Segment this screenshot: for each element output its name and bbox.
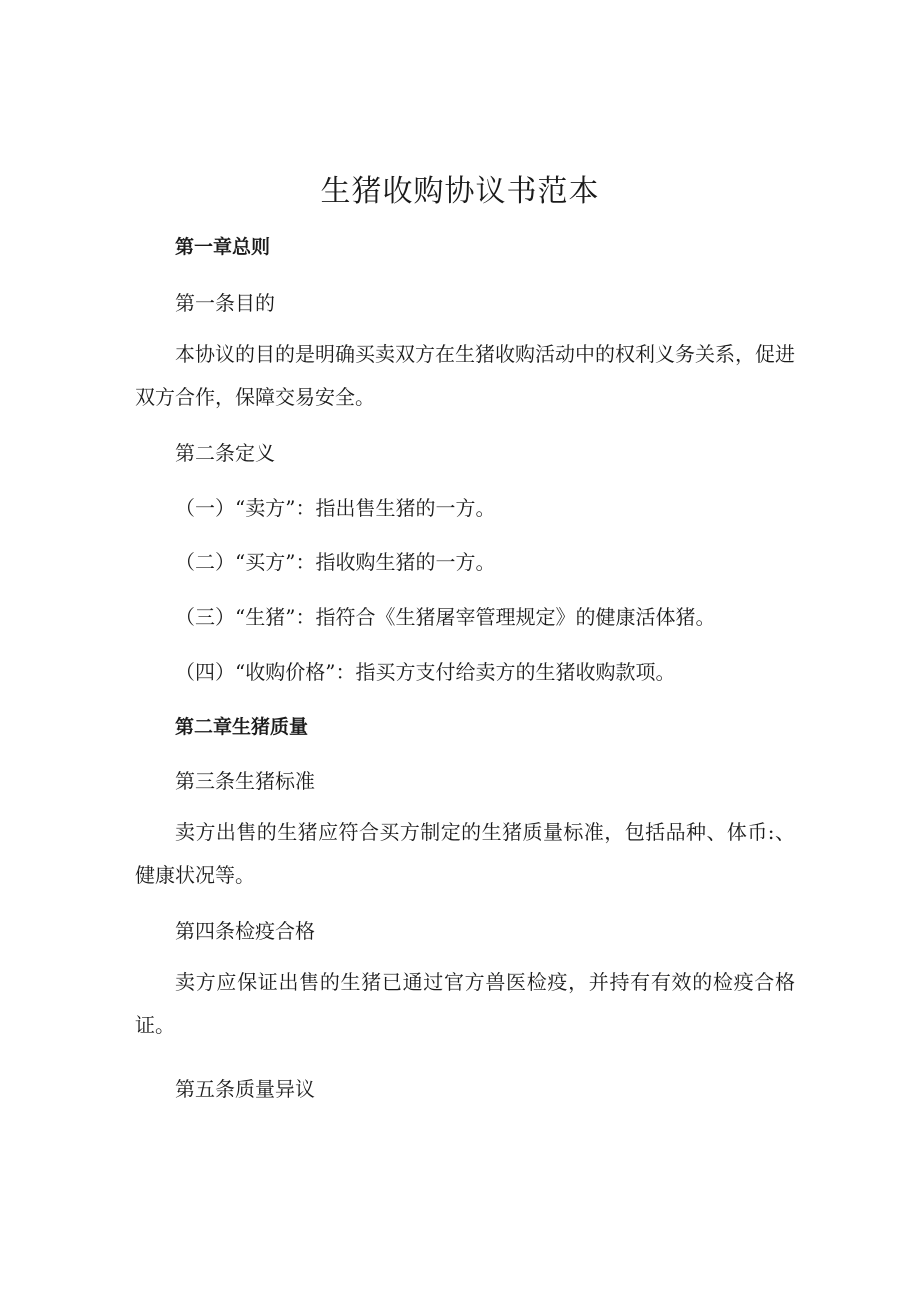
article-3-heading: 第三条生猪标准 bbox=[175, 769, 315, 793]
article-2-heading: 第二条定义 bbox=[175, 441, 275, 465]
chapter-2-heading: 第二章生猪质量 bbox=[175, 716, 309, 738]
article-4-heading: 第四条检疫合格 bbox=[175, 919, 315, 943]
article-4-text: 卖方应保证出售的生猪已通过官方兽医检疫，并持有有效的检疫合格证。 bbox=[135, 970, 795, 1037]
definition-item-3: （三）“生猪”：指符合《生猪屠宰管理规定》的健康活体猪。 bbox=[175, 605, 716, 629]
definition-item-2: （二）“买方”：指收购生猪的一方。 bbox=[175, 550, 496, 574]
definition-item-1: （一）“卖方”：指出售生猪的一方。 bbox=[175, 496, 496, 520]
article-1-text: 本协议的目的是明确买卖双方在生猪收购活动中的权利义务关系，促进双方合作，保障交易安全。 bbox=[135, 342, 795, 409]
article-5-heading: 第五条质量异议 bbox=[175, 1077, 315, 1101]
article-1-heading: 第一条目的 bbox=[175, 291, 275, 315]
definition-item-4: （四）“收购价格”：指买方支付给卖方的生猪收购款项。 bbox=[175, 660, 676, 684]
document-title: 生猪收购协议书范本 bbox=[320, 174, 600, 209]
chapter-1-heading: 第一章总则 bbox=[175, 236, 271, 258]
article-3-text: 卖方出售的生猪应符合买方制定的生猪质量标准，包括品种、体币:、健康状况等。 bbox=[135, 820, 795, 887]
